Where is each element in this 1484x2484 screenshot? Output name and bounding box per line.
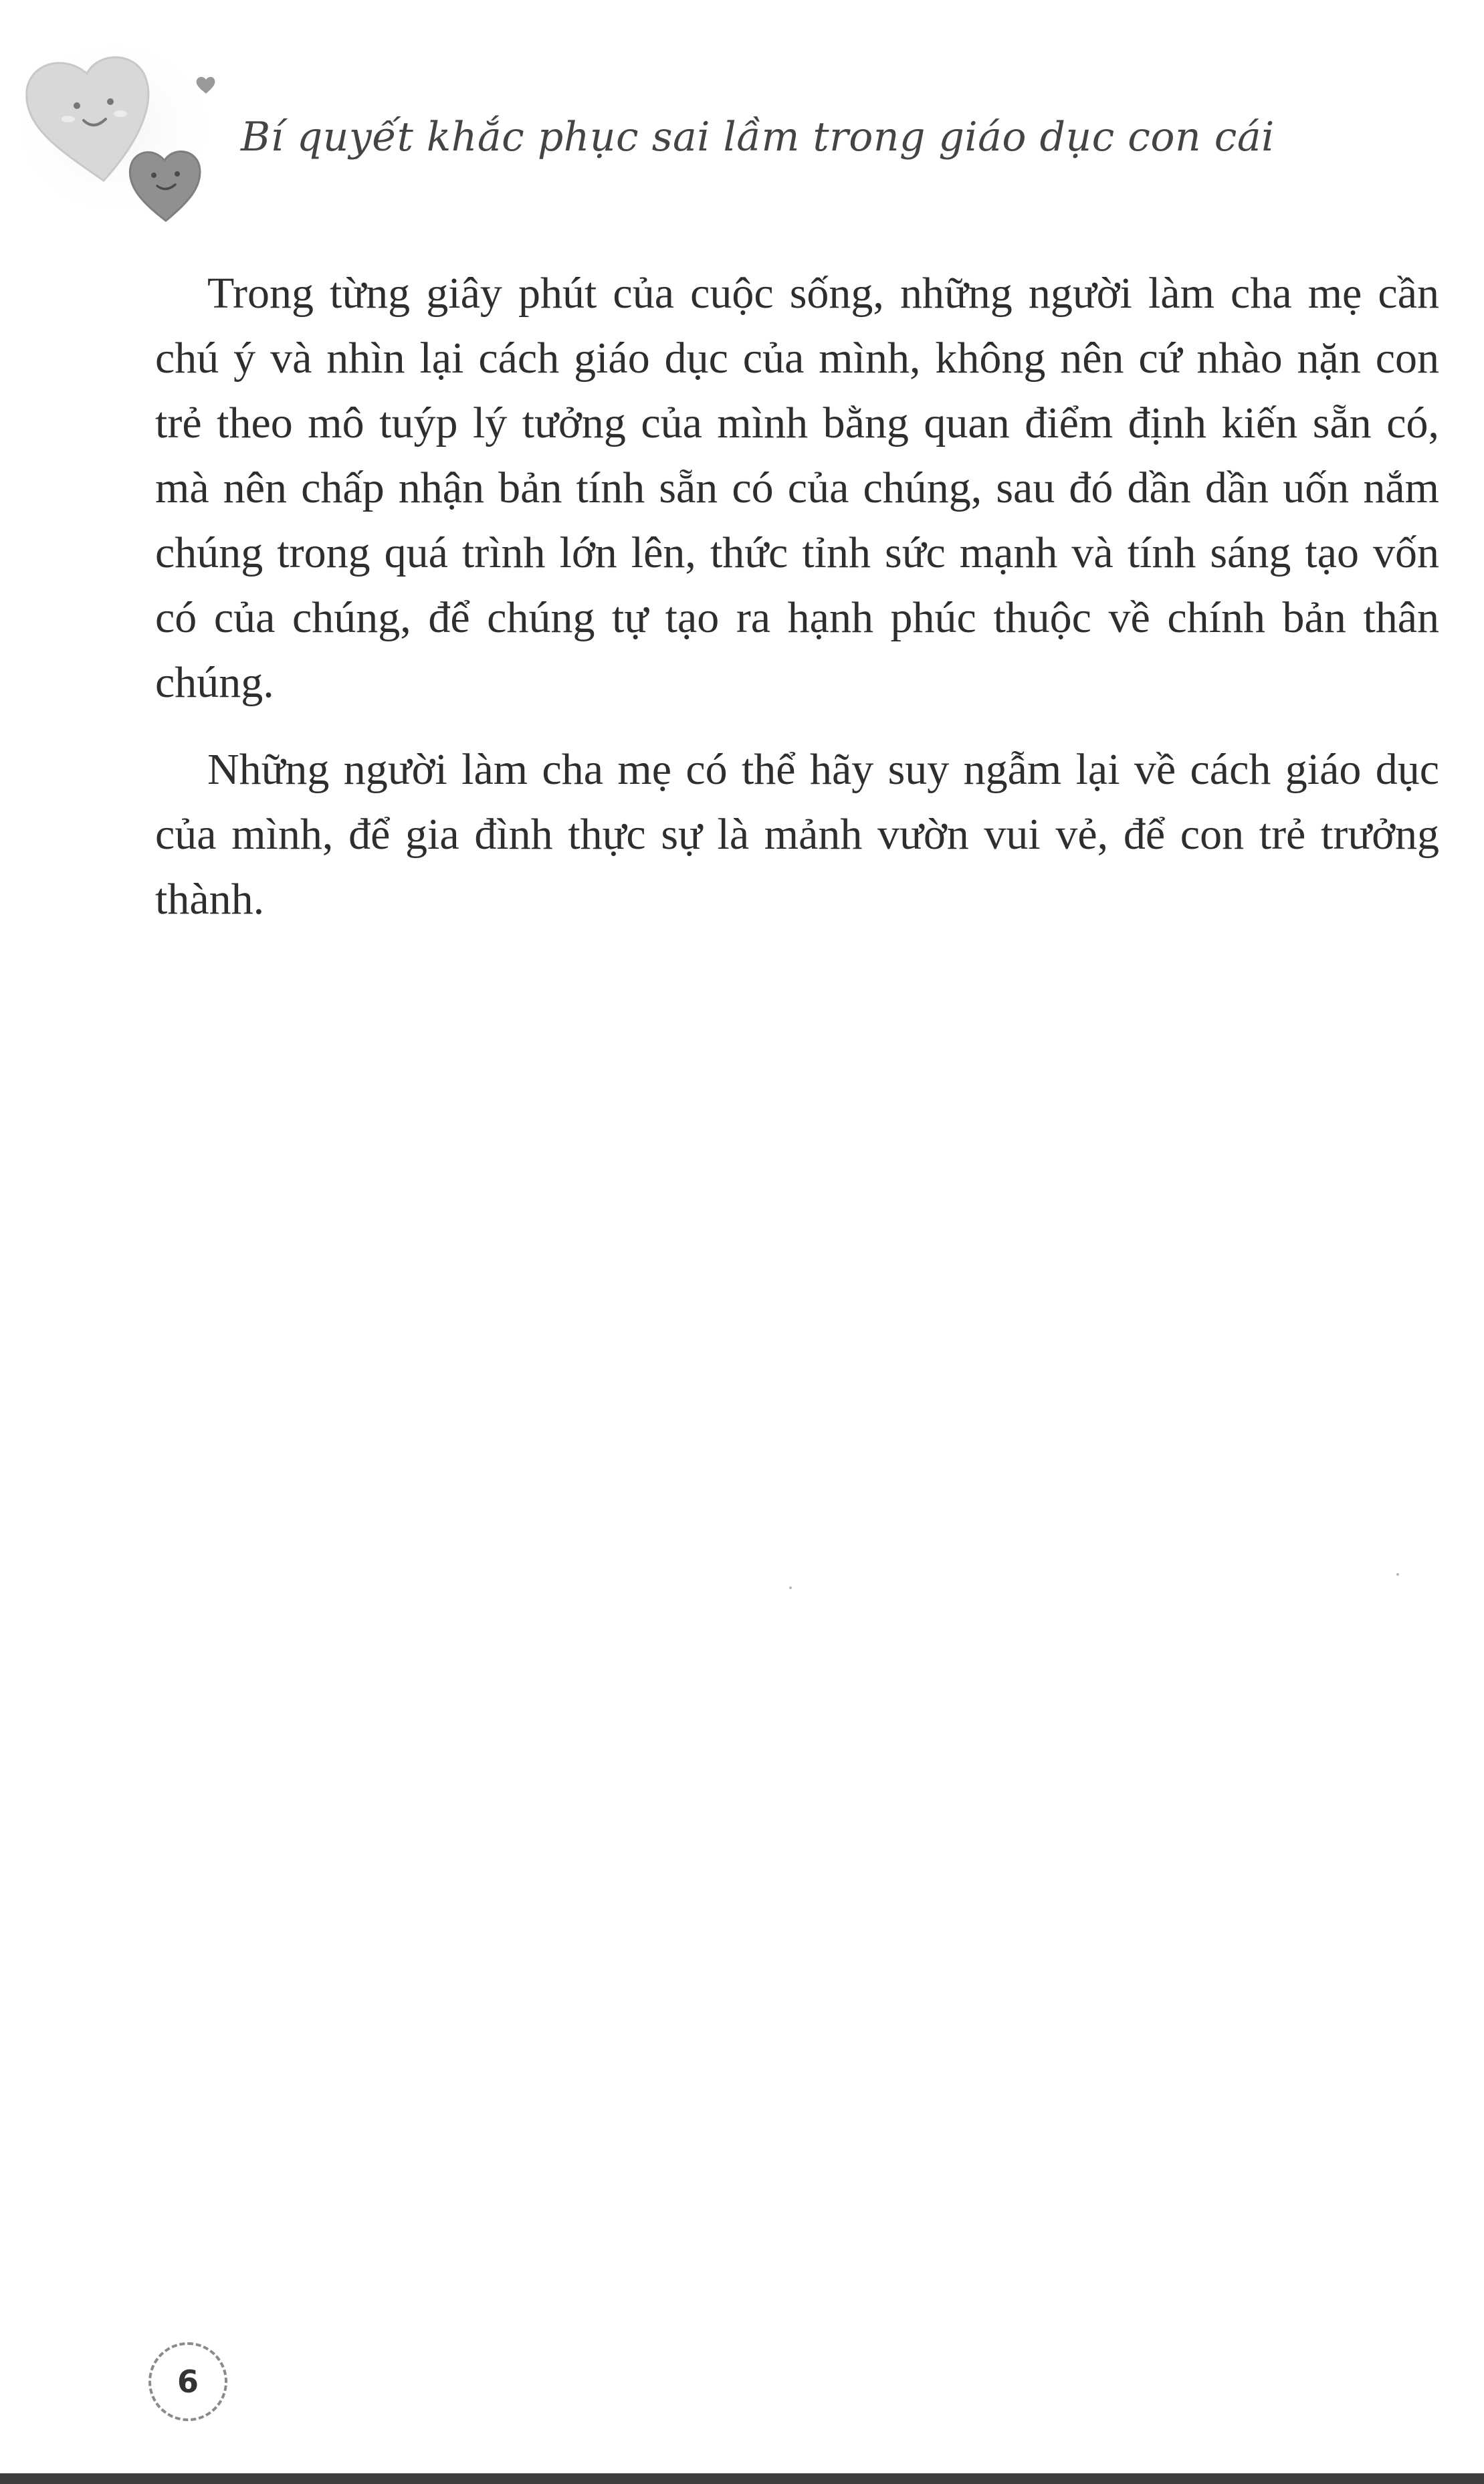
running-header-title: Bí quyết khắc phục sai lầm trong giáo dục con cái	[241, 114, 1275, 161]
paragraph-2: Những người làm cha mẹ có thể hãy suy ngẫm lại về cách giáo dục của mình, để gia đình thực sự là mảnh vườn vui vẻ, để con trẻ trưởng thành.	[155, 745, 1439, 924]
page-number: 6	[177, 2364, 199, 2400]
page-number-badge	[148, 2342, 227, 2421]
scan-speck	[789, 1586, 792, 1589]
body-text	[155, 261, 1439, 954]
bottom-edge-rule	[0, 2473, 1484, 2484]
scan-speck	[1396, 1573, 1399, 1576]
smiling-hearts-icon	[13, 27, 227, 227]
paragraph-1: Trong từng giây phút của cuộc sống, những người làm cha mẹ cần chú ý và nhìn lại cách giáo dục của mình, không nên cứ nhào nặn con trẻ theo mô tuýp lý tưởng của mình bằng quan điểm định kiến sẵn có, mà nên chấp nhận bản tính sẵn có của chúng, sau đó dần dần uốn nắm chúng trong quá trình lớn lên, thức tỉnh sức mạnh và tính sáng tạo vốn có của chúng, để chúng tự tạo ra hạnh phúc thuộc về chính bản thân chúng.	[155, 269, 1439, 707]
